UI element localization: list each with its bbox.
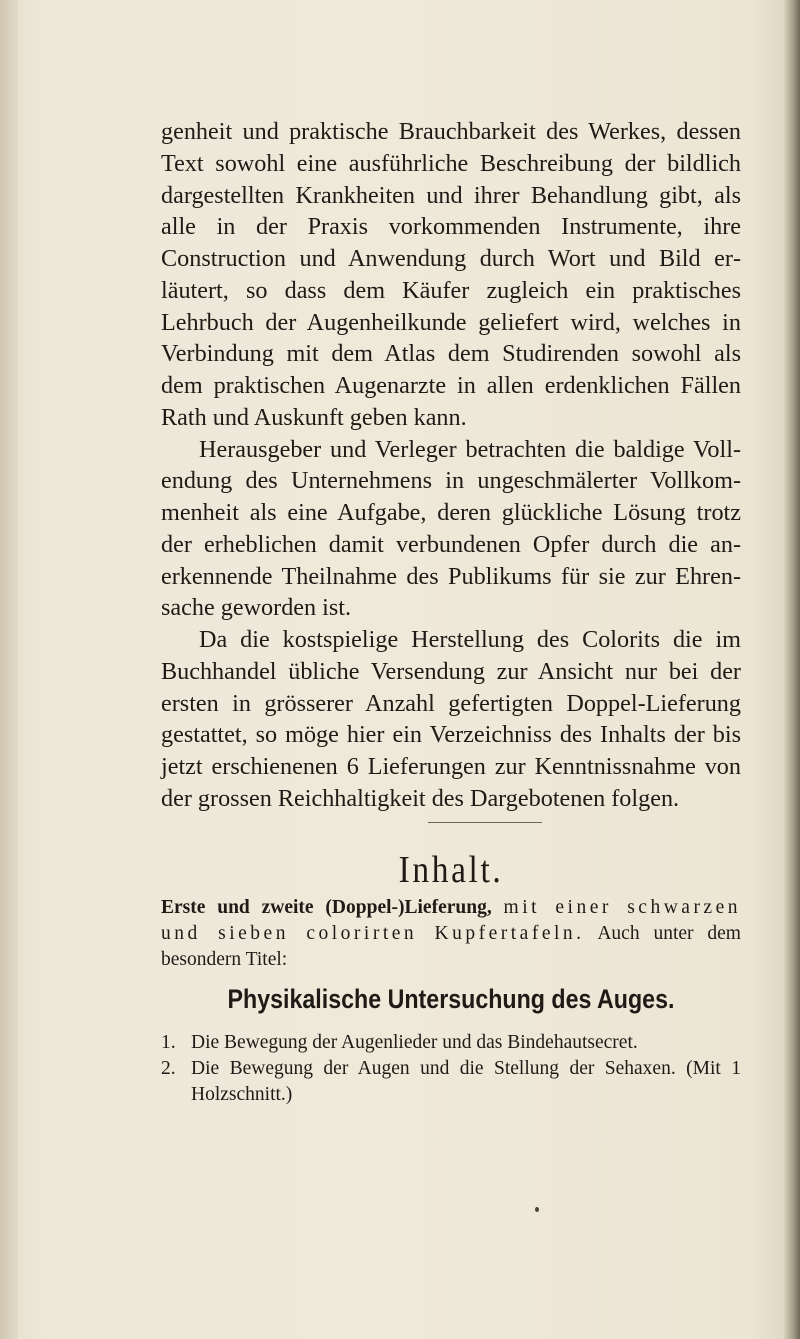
list-item-number: 1. xyxy=(161,1032,176,1053)
delivery-subtitle-note: Auch unter dem besondern Titel: xyxy=(161,923,741,970)
paragraph-publisher: Herausgeber und Verleger betrachten die baldige Vollendung des Unternehmens in ungeschmälerter Vollkommenheit als eine Aufgabe, deren glückliche Lösung trotz der erheblichen damit verbundenen Opfer durch die anerkennende Theilnahme des Publikums für sie zur Ehrensache geworden ist. xyxy=(161,435,741,622)
list-item-text: Die Bewegung der Augenlieder und das Bindehautsecret. xyxy=(191,1032,638,1053)
ink-speck xyxy=(535,1207,539,1212)
paragraph-contents-note: Da die kostspielige Herstellung des Colorits die im Buchhandel übliche Versendung zur Ansicht nur bei der ersten in grösserer Anzahl gefertigten Doppel-Lieferung gestattet, so möge hier ein Verzeichniss des Inhalts der bis jetzt erschienenen 6 Lieferungen zur Kenntnissnahme von der grossen Reichhaltigkeit des Dargebotenen folgen. xyxy=(161,626,741,812)
page-gutter-shadow xyxy=(0,0,18,1339)
body-text xyxy=(161,116,741,815)
list-item xyxy=(161,1030,741,1056)
contents-heading: Inhalt. xyxy=(398,849,504,891)
delivery-title: Erste und zweite (Doppel-)Lieferung, xyxy=(161,897,492,918)
list-item-text: Die Bewegung der Augen und die Stellung der Sehaxen. (Mit 1 Holzschnitt.) xyxy=(191,1058,741,1105)
list-item-number: 2. xyxy=(161,1058,176,1079)
list-item xyxy=(161,1056,741,1108)
volume-subtitle: Physikalische Untersuchung des Auges. xyxy=(227,984,675,1014)
contents-list xyxy=(161,1030,741,1108)
paragraph-continuation: genheit und praktische Brauchbarkeit des Werkes, dessen Text sowohl eine ausführliche Beschreibung der bildlich dargestellten Krankheiten und ihrer Behandlung gibt, als alle in der Praxis vorkommenden Instrumente, ihre Construction und Anwendung durch Wort und Bild erläutert, so dass dem Käufer zugleich ein praktisches Lehrbuch der Augenheilkunde geliefert wird, welches in Verbindung mit dem Atlas dem Studirenden sowohl als dem praktischen Augenarzte in allen erdenklichen Fällen Rath und Auskunft geben kann. xyxy=(161,118,741,431)
page-edge-shadow xyxy=(784,0,800,1339)
section-divider xyxy=(428,822,542,823)
delivery-description xyxy=(161,895,741,973)
delivery-plates: mit einer schwarzen und sieben colorirten Kupfertafeln. xyxy=(161,897,741,944)
